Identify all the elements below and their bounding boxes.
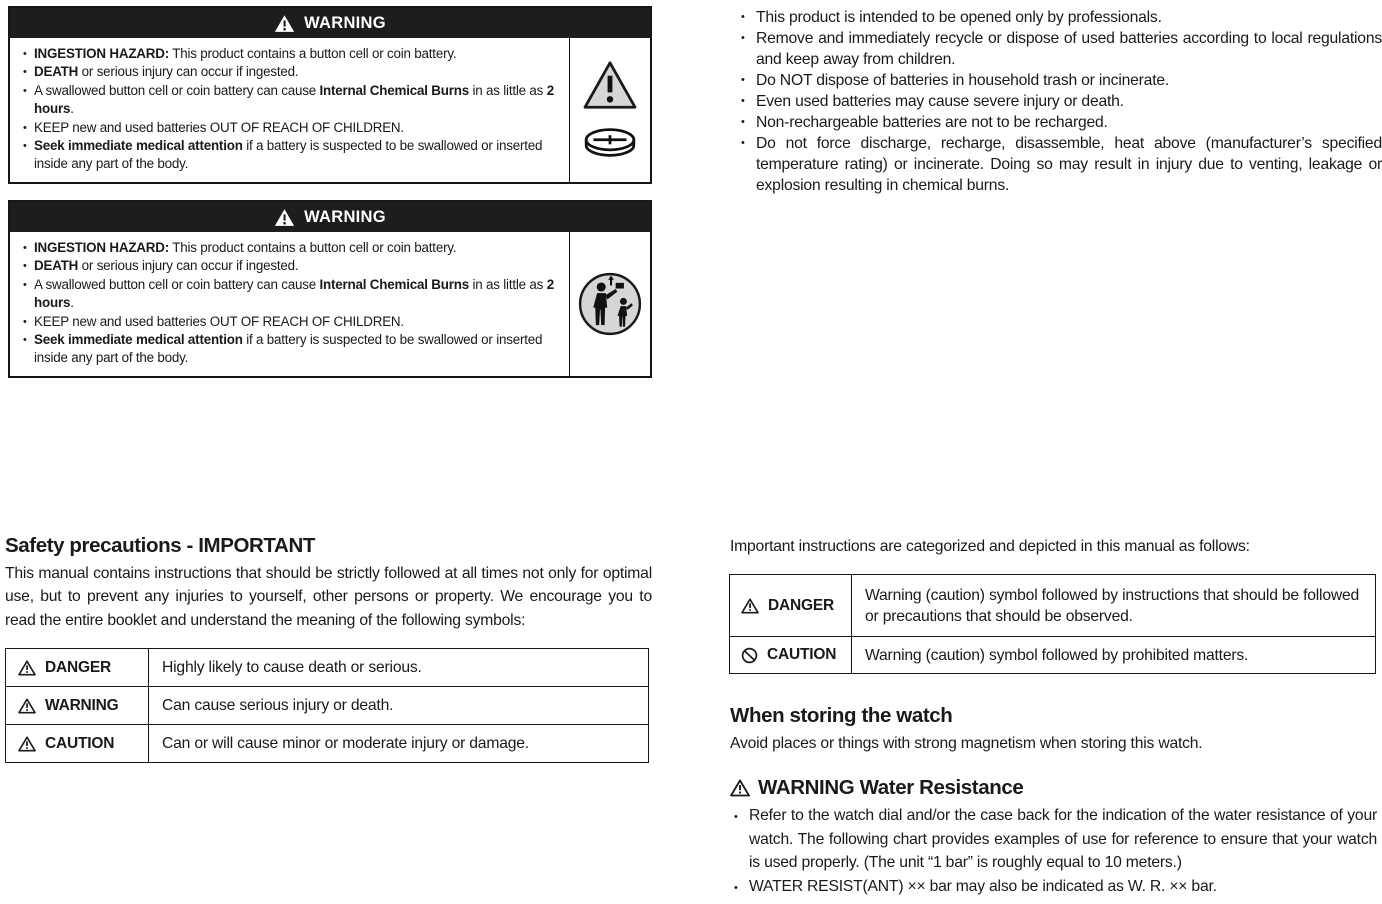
storing-body: Avoid places or things with strong magnetism when storing this watch. <box>730 735 1203 752</box>
list-item: • Do NOT dispose of batteries in household trash or incinerate. <box>737 70 1382 91</box>
warning-header-label: WARNING <box>304 207 386 226</box>
safety-precautions-heading: Safety precautions - IMPORTANT <box>5 534 315 557</box>
category-label-cell <box>730 575 852 637</box>
table-row <box>6 725 649 763</box>
severity-label: CAUTION <box>45 734 115 752</box>
water-resistance-heading: WARNING Water Resistance <box>758 776 1024 799</box>
severity-label-cell <box>6 725 149 763</box>
table-row <box>6 649 649 687</box>
warning-header-label: WARNING <box>304 13 386 32</box>
warning-triangle-outline-icon <box>741 598 759 614</box>
storing-heading: When storing the watch <box>730 704 953 727</box>
warning-box-header <box>10 202 650 232</box>
list-item: • Do not force discharge, recharge, disassemble, heat above (manufacturer’s specified temperature rating) or incinerate. Doing so may result in injury due to venting, leakage or explosion resulting in chemical burns. <box>737 133 1382 196</box>
warning-triangle-outline-icon <box>18 736 36 752</box>
severity-label: WARNING <box>45 696 119 714</box>
category-desc-cell: Warning (caution) symbol followed by prohibited matters. <box>852 637 1376 674</box>
severity-desc-cell: Highly likely to cause death or serious. <box>149 649 649 687</box>
table-row <box>6 687 649 725</box>
warning-triangle-icon <box>274 208 295 227</box>
warning-bullet-list <box>10 232 569 376</box>
warning-triangle-outline-icon <box>18 660 36 676</box>
keep-away-from-children-icon <box>577 271 643 337</box>
category-label: CAUTION <box>767 646 837 663</box>
list-item: • KEEP new and used batteries OUT OF REACH OF CHILDREN. <box>20 119 565 137</box>
list-item: • Refer to the watch dial and/or the case back for the indication of the water resistance of your watch. The following chart provides examples of use for reference to ensure that your watch is used properly. (The unit “1 bar” is roughly equal to 10 meters.) <box>730 804 1377 875</box>
warning-triangle-icon <box>274 14 295 33</box>
water-resistance-heading-row <box>730 776 1023 800</box>
list-item: • WATER RESIST(ANT) ×× bar may also be indicated as W. R. ×× bar. <box>730 875 1377 899</box>
warning-bullet-list <box>10 38 569 182</box>
warning-triangle-outline-icon <box>18 698 36 714</box>
list-item: • This product is intended to be opened only by professionals. <box>737 7 1382 28</box>
severity-desc-cell: Can or will cause minor or moderate injury or damage. <box>149 725 649 763</box>
table-row <box>730 637 1376 674</box>
severity-label-cell <box>6 649 149 687</box>
category-label-cell <box>730 637 852 674</box>
hazard-icon-column <box>569 38 650 182</box>
hazard-icon-column <box>569 232 650 376</box>
prohibition-icon <box>741 647 758 664</box>
list-item: • Even used batteries may cause severe injury or death. <box>737 91 1382 112</box>
list-item: • A swallowed button cell or coin battery can cause Internal Chemical Burns in as little as 2 hours. <box>20 276 565 313</box>
battery-precautions-list <box>737 7 1382 196</box>
safety-precautions-body: This manual contains instructions that should be strictly followed at all times not only for optimal use, but to prevent any injuries to yourself, other persons or property. We encourage you to read the entire booklet and understand the meaning of the following symbols: <box>5 565 652 629</box>
battery-warning-box-1 <box>8 6 652 184</box>
list-item: • A swallowed button cell or coin battery can cause Internal Chemical Burns in as little as 2 hours. <box>20 82 565 119</box>
battery-precautions-section <box>737 7 1382 196</box>
list-item: • INGESTION HAZARD: This product contains a button cell or coin battery. <box>20 45 565 63</box>
list-item: • Remove and immediately recycle or dispose of used batteries according to local regulations and keep away from children. <box>737 28 1382 70</box>
list-item: • Non-rechargeable batteries are not to be recharged. <box>737 112 1382 133</box>
list-item: • Seek immediate medical attention if a battery is suspected to be swallowed or inserted inside any part of the body. <box>20 137 565 174</box>
list-item: • Seek immediate medical attention if a battery is suspected to be swallowed or inserted inside any part of the body. <box>20 331 565 368</box>
category-desc-cell: Warning (caution) symbol followed by instructions that should be followed or precautions that should be observed. <box>852 575 1376 637</box>
table-row <box>730 575 1376 637</box>
list-item: • DEATH or serious injury can occur if ingested. <box>20 63 565 81</box>
warning-triangle-icon <box>582 60 638 110</box>
battery-warning-box-2 <box>8 200 652 378</box>
list-item: • KEEP new and used batteries OUT OF REACH OF CHILDREN. <box>20 313 565 331</box>
categories-table <box>729 574 1376 674</box>
categories-intro: Important instructions are categorized and depicted in this manual as follows: <box>730 538 1250 555</box>
severity-desc-cell: Can cause serious injury or death. <box>149 687 649 725</box>
category-label: DANGER <box>768 596 834 614</box>
coin-battery-icon <box>582 126 638 159</box>
warning-box-header <box>10 8 650 38</box>
water-resistance-list <box>730 804 1377 898</box>
list-item: • INGESTION HAZARD: This product contains a button cell or coin battery. <box>20 239 565 257</box>
list-item: • DEATH or serious injury can occur if ingested. <box>20 257 565 275</box>
severity-label: DANGER <box>45 658 111 676</box>
safety-precautions-section <box>5 534 652 763</box>
warning-triangle-outline-icon <box>730 779 750 797</box>
severity-label-cell <box>6 687 149 725</box>
severity-table <box>5 648 649 763</box>
